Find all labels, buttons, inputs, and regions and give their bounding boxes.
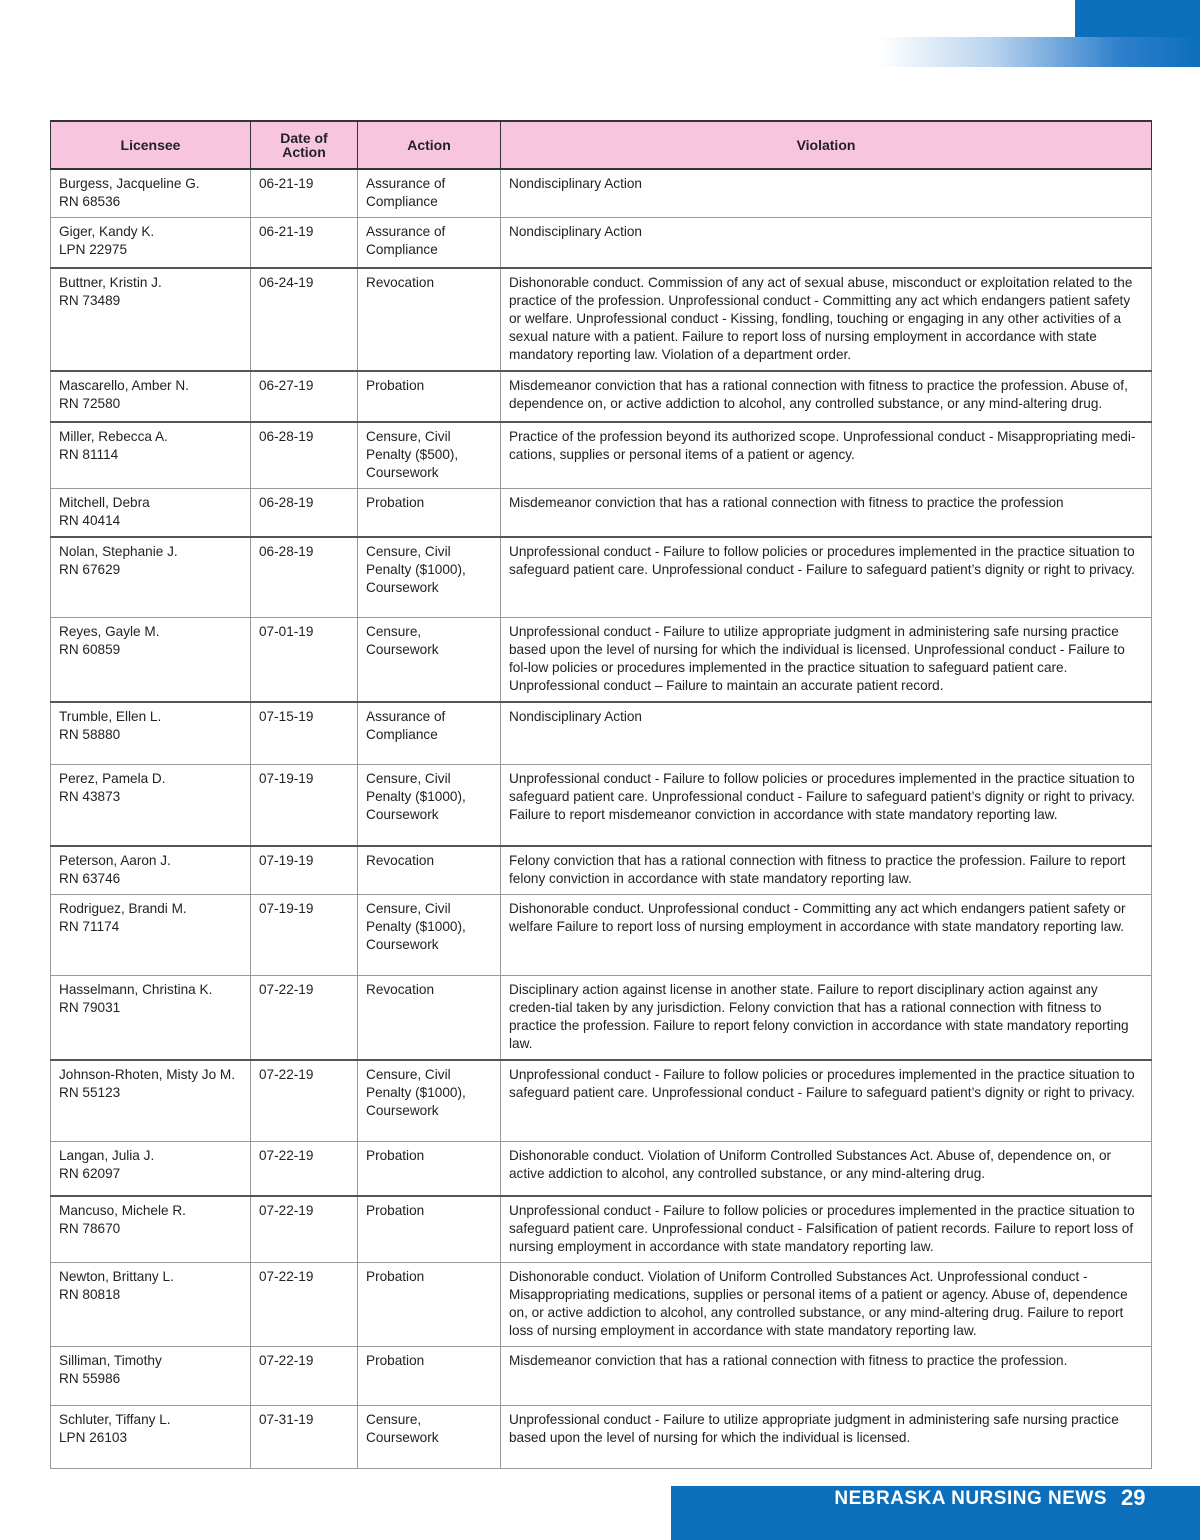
licensee-name: Mancuso, Michele R. (59, 1203, 186, 1218)
action-taken: Probation (358, 1347, 501, 1406)
action-taken: Revocation (358, 268, 501, 371)
date-of-action: 07-22-19 (251, 1196, 358, 1263)
header-violation: Violation (501, 121, 1152, 169)
header-date: Date of Action (251, 121, 358, 169)
licensee-cell (51, 895, 251, 976)
date-of-action: 07-19-19 (251, 764, 358, 846)
action-taken: Assurance of Compliance (358, 702, 501, 764)
license-number: RN 80818 (59, 1287, 121, 1302)
licensee-name: Schluter, Tiffany L. (59, 1412, 171, 1427)
licensee-cell (51, 976, 251, 1061)
table-row (51, 1060, 1152, 1141)
table-row (51, 1263, 1152, 1347)
license-number: RN 73489 (59, 292, 121, 308)
action-taken: Probation (358, 488, 501, 537)
licensee-name: Trumble, Ellen L. (59, 709, 162, 724)
action-taken: Censure, Civil Penalty ($500), Coursework (358, 422, 501, 489)
license-number: RN 55123 (59, 1085, 121, 1100)
license-number: RN 81114 (59, 446, 119, 462)
licensee-name: Perez, Pamela D. (59, 770, 166, 786)
header-action: Action (358, 121, 501, 169)
table-header-row (51, 121, 1152, 169)
table-row (51, 537, 1152, 618)
corner-gradient-bar (880, 37, 1200, 67)
violation-text: Misdemeanor conviction that has a rational connection with fitness to practice the profession. (501, 1347, 1152, 1406)
date-of-action: 07-15-19 (251, 702, 358, 764)
table-row (51, 1406, 1152, 1469)
date-of-action: 07-22-19 (251, 1060, 358, 1141)
violation-text: Dishonorable conduct. Violation of Uniform Controlled Substances Act. Abuse of, dependence on, or active addiction to alcohol, any controlled substance, or any mind-altering drug. (501, 1141, 1152, 1196)
date-of-action: 06-24-19 (251, 268, 358, 371)
licensee-name: Peterson, Aaron J. (59, 853, 171, 868)
action-taken: Censure, Civil Penalty ($1000), Coursework (358, 537, 501, 618)
header-licensee: Licensee (51, 121, 251, 169)
licensee-cell (51, 1196, 251, 1263)
violation-text: Dishonorable conduct. Violation of Uniform Controlled Substances Act. Unprofessional conduct - Misappropriating medications, supplies or personal items of a patient or agency. Abuse of, dependence on, or active addiction to alcohol, any controlled substance, or any mind-altering drug. Failure to report loss of nursing employment in accordance with state mandatory reporting law. (501, 1263, 1152, 1347)
violation-text: Unprofessional conduct - Failure to follow policies or procedures implemented in the practice situation to safeguard patient care. Unprofessional conduct - Failure to safeguard patient’s dignity or right to privacy. (501, 1060, 1152, 1141)
date-of-action: 06-28-19 (251, 488, 358, 537)
table-row (51, 169, 1152, 218)
page-number: 29 (1121, 1485, 1146, 1510)
violation-text: Dishonorable conduct. Unprofessional conduct - Committing any act which endangers patient safety or welfare Failure to report loss of nursing employment in accordance with state mandatory reporting law. (501, 895, 1152, 976)
violation-text: Nondisciplinary Action (501, 218, 1152, 268)
license-number: RN 78670 (59, 1221, 121, 1236)
license-number: RN 58880 (59, 727, 121, 742)
table-row (51, 1141, 1152, 1196)
license-number: RN 72580 (59, 395, 121, 411)
action-taken: Censure, Coursework (358, 1406, 501, 1469)
licensee-cell (51, 218, 251, 268)
action-taken: Revocation (358, 846, 501, 895)
table-row (51, 1196, 1152, 1263)
corner-accent-block (1075, 0, 1200, 37)
violation-text: Unprofessional conduct - Failure to follow policies or procedures implemented in the practice situation to safeguard patient care. Unprofessional conduct - Falsification of patient records. Failure to report loss of nursing employment in accordance with state mandatory reporting law. (501, 1196, 1152, 1263)
licensee-name: Reyes, Gayle M. (59, 624, 160, 639)
license-number: RN 67629 (59, 561, 121, 577)
licensee-cell (51, 1141, 251, 1196)
action-taken: Probation (358, 1141, 501, 1196)
licensee-name: Mitchell, Debra (59, 494, 150, 510)
licensee-cell (51, 702, 251, 764)
table-row (51, 422, 1152, 489)
licensee-cell (51, 846, 251, 895)
violation-text: Misdemeanor conviction that has a rational connection with fitness to practice the profession (501, 488, 1152, 537)
violation-text: Nondisciplinary Action (501, 169, 1152, 218)
date-of-action: 07-01-19 (251, 618, 358, 703)
date-of-action: 06-21-19 (251, 218, 358, 268)
action-taken: Censure, Coursework (358, 618, 501, 703)
license-number: RN 43873 (59, 788, 121, 804)
violation-text: Misdemeanor conviction that has a rational connection with fitness to practice the profession. Abuse of, dependence on, or active addiction to alcohol, any controlled substance, or any mind-altering drug. (501, 371, 1152, 422)
violation-text: Nondisciplinary Action (501, 702, 1152, 764)
licensee-name: Burgess, Jacqueline G. (59, 176, 200, 191)
table-row (51, 764, 1152, 846)
table-row (51, 846, 1152, 895)
license-number: RN 60859 (59, 642, 121, 657)
violation-text: Practice of the profession beyond its authorized scope. Unprofessional conduct - Misappropriating medi-cations, supplies or personal items of a patient or agency. (501, 422, 1152, 489)
violation-text: Unprofessional conduct - Failure to utilize appropriate judgment in administering safe nursing practice based upon the level of nursing for which the individual is licensed. (501, 1406, 1152, 1469)
date-of-action: 07-19-19 (251, 846, 358, 895)
license-number: RN 40414 (59, 512, 121, 528)
action-taken: Revocation (358, 976, 501, 1061)
action-taken: Assurance of Compliance (358, 218, 501, 268)
licensee-name: Mascarello, Amber N. (59, 377, 189, 393)
licensee-name: Miller, Rebecca A. (59, 428, 168, 444)
table-row (51, 618, 1152, 703)
licensee-cell (51, 488, 251, 537)
violation-text: Unprofessional conduct - Failure to follow policies or procedures implemented in the practice situation to safeguard patient care. Unprofessional conduct - Failure to safeguard patient’s dignity or right to privacy. (501, 537, 1152, 618)
licensee-cell (51, 371, 251, 422)
action-taken: Censure, Civil Penalty ($1000), Coursework (358, 895, 501, 976)
action-taken: Censure, Civil Penalty ($1000), Coursework (358, 764, 501, 846)
license-number: RN 79031 (59, 1000, 121, 1015)
licensee-cell (51, 1060, 251, 1141)
license-number: LPN 26103 (59, 1430, 128, 1445)
license-number: RN 63746 (59, 871, 121, 886)
licensee-name: Buttner, Kristin J. (59, 274, 162, 290)
licensee-cell (51, 1263, 251, 1347)
licensee-cell (51, 268, 251, 371)
license-number: RN 71174 (59, 919, 120, 934)
licensee-name: Johnson-Rhoten, Misty Jo M. (59, 1067, 236, 1082)
licensee-name: Newton, Brittany L. (59, 1269, 174, 1284)
date-of-action: 06-21-19 (251, 169, 358, 218)
violation-text: Unprofessional conduct - Failure to utilize appropriate judgment in administering safe nursing practice based upon the level of nursing for which the individual is licensed. Unprofessional conduct - Failure to fol-low policies or procedures implemented in the practice situation to safeguard patient care. Unprofessional conduct – Failure to maintain an accurate patient record. (501, 618, 1152, 703)
licensee-cell (51, 1347, 251, 1406)
table-row (51, 371, 1152, 422)
date-of-action: 06-28-19 (251, 422, 358, 489)
violation-text: Felony conviction that has a rational connection with fitness to practice the profession. Failure to report felony conviction in accordance with state mandatory reporting law. (501, 846, 1152, 895)
licensee-name: Nolan, Stephanie J. (59, 543, 178, 559)
license-number: LPN 22975 (59, 242, 128, 257)
action-taken: Probation (358, 1263, 501, 1347)
licensee-cell (51, 537, 251, 618)
licensee-cell (51, 618, 251, 703)
license-number: RN 68536 (59, 194, 121, 209)
date-of-action: 07-19-19 (251, 895, 358, 976)
license-number: RN 62097 (59, 1165, 121, 1181)
licensee-cell (51, 764, 251, 846)
table-row (51, 268, 1152, 371)
disciplinary-actions-table (50, 120, 1152, 1469)
date-of-action: 07-22-19 (251, 1263, 358, 1347)
table-row (51, 976, 1152, 1061)
date-of-action: 06-28-19 (251, 537, 358, 618)
licensee-cell (51, 1406, 251, 1469)
licensee-name: Silliman, Timothy (59, 1353, 162, 1368)
date-of-action: 07-22-19 (251, 1347, 358, 1406)
violation-text: Disciplinary action against license in another state. Failure to report disciplinary action against any creden-tial taken by any jurisdiction. Felony conviction that has a rational connection with fitness to practice the profession. Failure to report felony conviction in accordance with state mandatory reporting law. (501, 976, 1152, 1061)
table-row (51, 218, 1152, 268)
licensee-cell (51, 422, 251, 489)
date-of-action: 07-31-19 (251, 1406, 358, 1469)
licensee-cell (51, 169, 251, 218)
action-taken: Probation (358, 371, 501, 422)
action-taken: Probation (358, 1196, 501, 1263)
action-taken: Assurance of Compliance (358, 169, 501, 218)
date-of-action: 07-22-19 (251, 1141, 358, 1196)
license-number: RN 55986 (59, 1371, 121, 1386)
action-taken: Censure, Civil Penalty ($1000), Coursework (358, 1060, 501, 1141)
licensee-name: Hasselmann, Christina K. (59, 982, 213, 997)
footer-bar (671, 1486, 1200, 1540)
table-row (51, 895, 1152, 976)
licensee-name: Giger, Kandy K. (59, 224, 155, 239)
licensee-name: Langan, Julia J. (59, 1147, 155, 1163)
violation-text: Dishonorable conduct. Commission of any act of sexual abuse, misconduct or exploitation related to the practice of the profession. Unprofessional conduct - Committing any act which endangers patient safety or welfare. Unprofessional conduct - Kissing, fondling, touching or engaging in any other activities of a sexual nature with a patient. Failure to report loss of nursing employment in accordance with state mandatory reporting law. Violation of a department order. (501, 268, 1152, 371)
table-row (51, 702, 1152, 764)
table-row (51, 488, 1152, 537)
violation-text: Unprofessional conduct - Failure to follow policies or procedures implemented in the practice situation to safeguard patient care. Unprofessional conduct - Failure to safeguard patient’s dignity or right to privacy. Failure to report misdemeanor conviction in accordance with state mandatory reporting law. (501, 764, 1152, 846)
publication-title: NEBRASKA NURSING NEWS (834, 1488, 1107, 1509)
date-of-action: 06-27-19 (251, 371, 358, 422)
table-row (51, 1347, 1152, 1406)
licensee-name: Rodriguez, Brandi M. (59, 901, 187, 916)
date-of-action: 07-22-19 (251, 976, 358, 1061)
